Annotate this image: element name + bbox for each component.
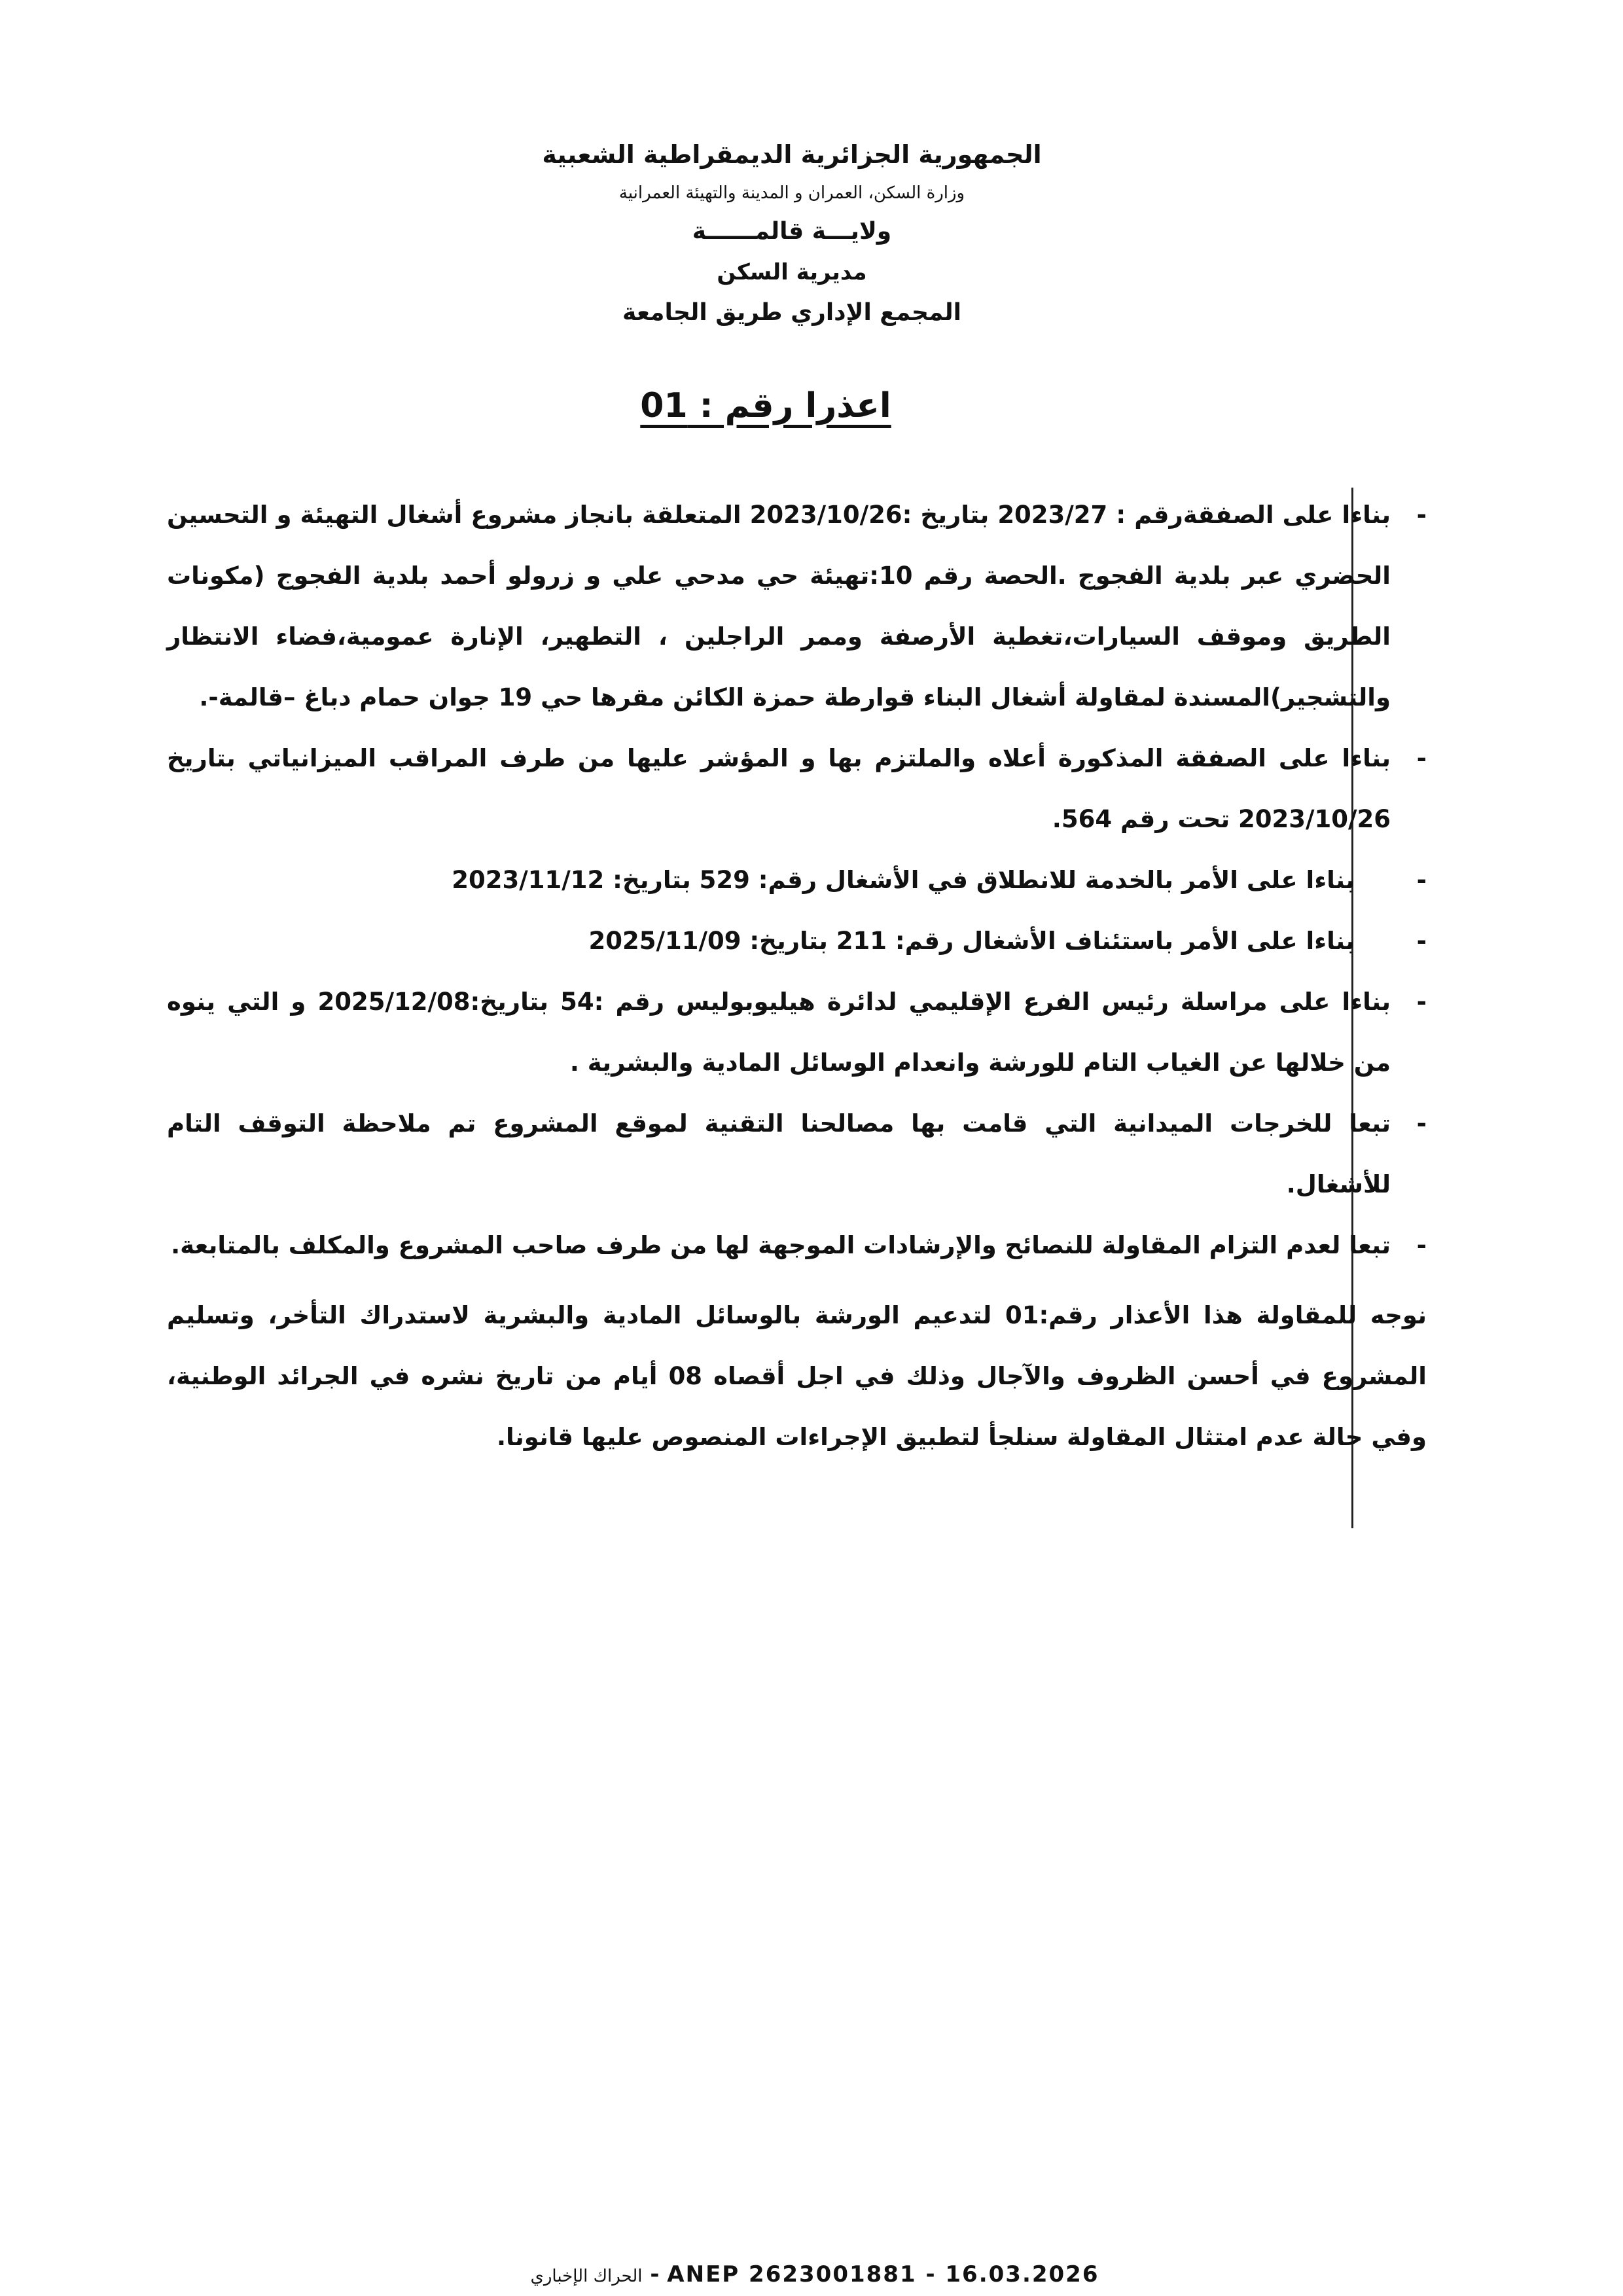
republic-name: الجمهورية الجزائرية الديمقراطية الشعبية (542, 140, 1042, 169)
paragraph-formal-notice: نوجه للمقاولة هذا الأعذار رقم:01 لتدعيم الورشة بالوسائل المادية والبشرية لاستدراك التأخر، وتسليم المشروع في أحسن الظروف والآجال وذلك في اجل أقصاه 08 أيام من تاريخ نشره في الجرائد الوطنية، وفي حالة عدم امتثال المقاولة سنلجأ لتطبيق الإجراءات المنصوص عليها قانونا. (167, 1301, 1427, 1451)
publication-footer (0, 2261, 1623, 2287)
paragraph-non-compliance: - تبعا لعدم التزام المقاولة للنصائح والإرشادات الموجهة لها من طرف صاحب المشروع والمكلف بالمتابعة. (167, 1215, 1427, 1276)
footer-separator: - (642, 2261, 668, 2287)
address-line: المجمع الإداري طريق الجامعة (622, 299, 961, 326)
paragraph-budget-approval: - بناءا على الصفقة المذكورة أعلاه والملتزم بها و المؤشر عليها من طرف المراقب الميزانياتي بتاريخ 2023/10/26 تحت رقم 564. (167, 728, 1427, 850)
letterhead (0, 134, 1623, 333)
paragraph-contract: - بناءا على الصفقةرقم : 2023/27 بتاريخ :2023/10/26 المتعلقة بانجاز مشروع أشغال التهيئة و التحسين الحضري عبر بلدية الفجوج .الحصة رقم 10:تهيئة حي مدحي علي و زرولو أحمد بلدية الفجوج (مكونات الطريق وموقف السيارات،تغطية الأرصفة وممر الراجلين ، التطهير، الإنارة عمومية،فضاء الانتظار والتشجير)المسندة لمقاولة أشغال البناء قوارطة حمزة الكائن مقرها حي 19 جوان حمام دباغ –قالمة-. (167, 484, 1427, 728)
ministry-name: وزارة السكن، العمران و المدينة والتهيئة العمرانية (618, 183, 965, 203)
directorate-name: مديرية السكن (717, 259, 867, 285)
paragraph-field-visits: - تبعا للخرجات الميدانية التي قامت بها مصالحنا التقنية لموقع المشروع تم ملاحظة التوقف التام للأشغال. (167, 1093, 1427, 1215)
wilaya-name: ولايـــة قالمــــــة (692, 218, 892, 245)
paragraph-correspondence: - بناءا على مراسلة رئيس الفرع الإقليمي لدائرة هيليوبوليس رقم :54 بتاريخ:2025/12/08 و التي ينوه من خلالها عن الغياب التام للورشة وانعدام الوسائل المادية والبشرية . (167, 971, 1427, 1093)
anep-reference: ANEP 2623001881 - 16.03.2026 (667, 2261, 1099, 2287)
notice-title-block (0, 386, 1623, 425)
notice-body (167, 484, 1427, 1467)
notice-title: اعذرا رقم : 01 (640, 386, 891, 425)
publisher-name: الحراك الإخباري (530, 2267, 643, 2286)
paragraph-resume-order: - بناءا على الأمر باستئناف الأشغال رقم: 211 بتاريخ: 2025/11/09 (167, 910, 1427, 971)
paragraph-start-order: - بناءا على الأمر بالخدمة للانطلاق في الأشغال رقم: 529 بتاريخ: 2023/11/12 (167, 850, 1427, 910)
